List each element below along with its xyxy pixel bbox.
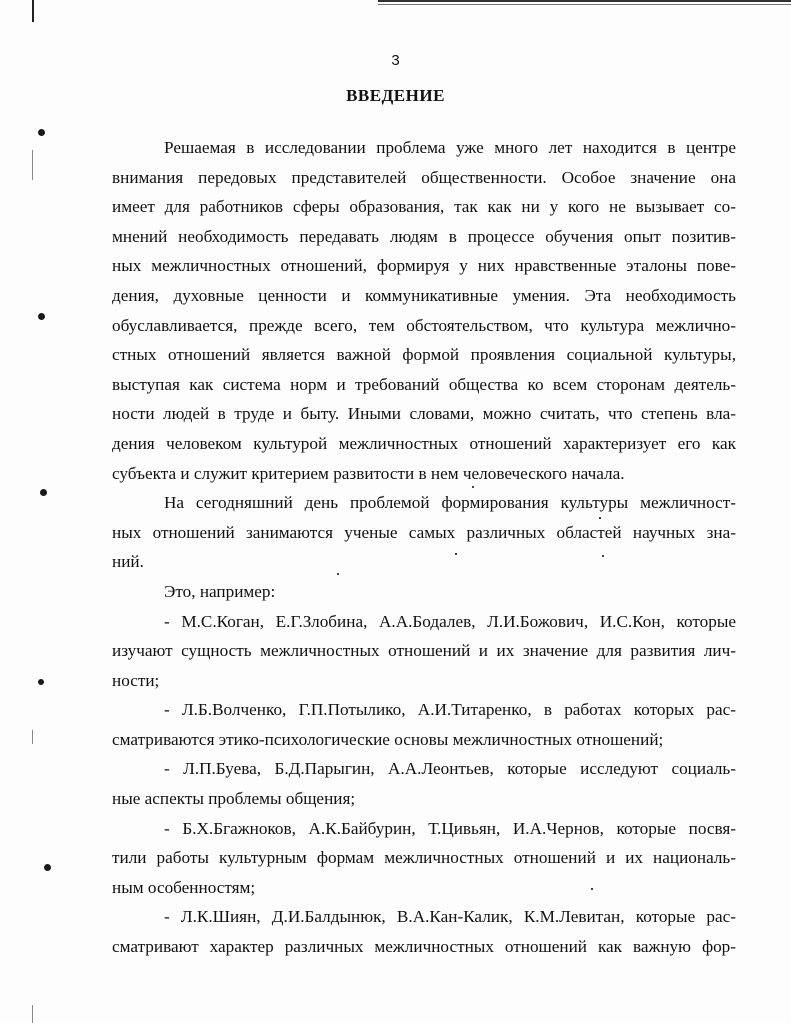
binder-hole-mark: [38, 129, 45, 136]
text-line: изучают сущность межличностных отношений и их значение для развития лич-: [112, 641, 736, 661]
binder-hole-mark: [38, 313, 45, 320]
text-line: мнений необходимость передавать людям в процессе обучения опыт позитив-: [112, 226, 736, 246]
text-line: ным особенностям;: [112, 877, 256, 897]
scan-top-edge: [378, 0, 791, 2]
text-line: выступая как система норм и требований общества ко всем сторонам деятель-: [112, 374, 736, 394]
scan-top-edge-shadow: [378, 4, 791, 5]
text-line: дения, духовные ценности и коммуникативные умения. Эта необходимость: [112, 285, 736, 305]
text-line: ных отношений занимаются ученые самых различных областей научных зна-: [112, 522, 736, 542]
scan-margin-tick: [32, 150, 33, 180]
list-item: - М.С.Коган, Е.Г.Злобина, А.А.Бодалев, Л.И.Божович, И.С.Кон, которые: [164, 611, 736, 631]
text-line: сматривают характер различных межличностных отношений как важную фор-: [112, 937, 736, 957]
text-line: стных отношений является важной формой проявления социальной культуры,: [112, 345, 736, 365]
binder-hole-mark: [44, 864, 51, 871]
text-line: внимания передовых представителей общественности. Особое значение она: [112, 167, 736, 187]
text-line: ных межличностных отношений, формируя у них нравственные эталоны пове-: [112, 256, 736, 276]
list-item: - Л.П.Буева, Б.Д.Парыгин, А.А.Леонтьев, которые исследуют социаль-: [164, 759, 736, 779]
text-line: ные аспекты проблемы общения;: [112, 789, 356, 809]
text-line: Это, например:: [164, 581, 276, 601]
scan-margin-line: [32, 0, 34, 22]
text-line: сматриваются этико-психологические основы межличностных отношений;: [112, 729, 664, 749]
text-line: обуславливается, прежде всего, тем обстоятельством, что культура межлично-: [112, 315, 736, 335]
page-number: 3: [391, 52, 400, 69]
binder-hole-mark: [38, 679, 44, 685]
scan-margin-tick: [32, 730, 33, 744]
list-item: - Л.Б.Волченко, Г.П.Потылико, А.И.Титаренко, в работах которых рас-: [164, 700, 736, 720]
text-line: На сегодняшний день проблемой формирования культуры межличност-: [164, 493, 736, 513]
text-line: тили работы культурным формам межличностных отношений и их националь-: [112, 848, 736, 868]
text-line: имеет для работников сферы образования, так как ни у кого не вызывает со-: [112, 197, 736, 217]
text-line: субъекта и служит критерием развитости в нем человеческого начала.: [112, 463, 625, 483]
scan-margin-tick: [32, 1005, 33, 1023]
text-line: дения человеком культурой межличностных отношений характеризует его как: [112, 433, 736, 453]
list-item: - Б.Х.Бгажноков, А.К.Байбурин, Т.Цивьян, И.А.Чернов, которые посвя-: [164, 818, 736, 838]
list-item: - Л.К.Шиян, Д.И.Балдынюк, В.А.Кан-Калик, К.М.Левитан, которые рас-: [164, 907, 736, 927]
body-text: [112, 133, 736, 962]
binder-hole-mark: [40, 489, 47, 496]
section-heading: ВВЕДЕНИЕ: [346, 86, 445, 105]
text-line: ний.: [112, 552, 144, 572]
text-line: ности;: [112, 670, 160, 690]
text-line: Решаемая в исследовании проблема уже много лет находится в центре: [164, 138, 736, 157]
text-line: ности людей в труде и быту. Иными словами, можно считать, что степень вла-: [112, 404, 736, 424]
